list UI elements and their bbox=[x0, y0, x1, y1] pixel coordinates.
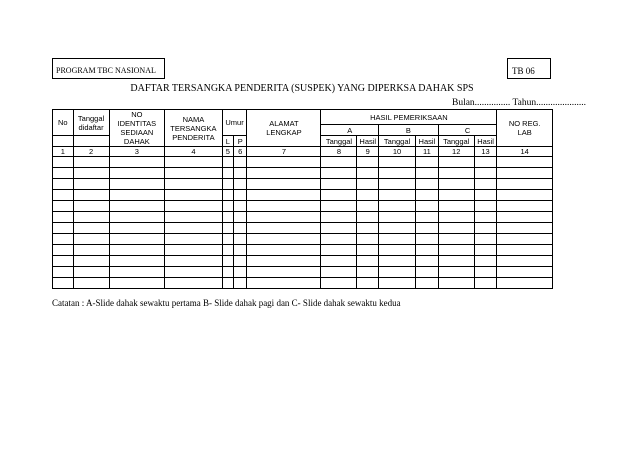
table-cell bbox=[73, 201, 109, 212]
table-cell bbox=[438, 223, 474, 234]
table-row bbox=[53, 223, 553, 234]
table-cell bbox=[222, 256, 233, 267]
table-cell bbox=[234, 157, 247, 168]
table-header bbox=[53, 110, 553, 157]
column-number: 1 bbox=[53, 147, 74, 157]
header-no-reg-lab: NO REG. LAB bbox=[497, 110, 553, 147]
table-row bbox=[53, 168, 553, 179]
table-cell bbox=[357, 278, 379, 289]
table-row bbox=[53, 179, 553, 190]
table-cell bbox=[165, 201, 223, 212]
table-cell bbox=[321, 190, 357, 201]
table-cell bbox=[247, 278, 321, 289]
table-cell bbox=[379, 234, 416, 245]
column-number: 5 bbox=[222, 147, 233, 157]
table-cell bbox=[416, 201, 439, 212]
table-cell bbox=[234, 201, 247, 212]
table-cell bbox=[247, 267, 321, 278]
table-cell bbox=[234, 223, 247, 234]
column-number: 10 bbox=[379, 147, 416, 157]
table-cell bbox=[379, 212, 416, 223]
table-cell bbox=[379, 190, 416, 201]
column-number: 4 bbox=[165, 147, 223, 157]
table-cell bbox=[165, 223, 223, 234]
header-umur: Umur bbox=[222, 110, 247, 136]
header-hasil-b: Hasil bbox=[416, 136, 439, 147]
table-cell bbox=[222, 267, 233, 278]
table-cell bbox=[379, 278, 416, 289]
table-cell bbox=[222, 234, 233, 245]
table-cell bbox=[438, 234, 474, 245]
table-cell bbox=[474, 157, 497, 168]
table-cell bbox=[53, 245, 74, 256]
table-cell bbox=[234, 267, 247, 278]
table-cell bbox=[416, 267, 439, 278]
column-number: 12 bbox=[438, 147, 474, 157]
table-cell bbox=[357, 179, 379, 190]
table-cell bbox=[53, 234, 74, 245]
form-title: DAFTAR TERSANGKA PENDERITA (SUSPEK) YANG DIPERKSA DAHAK SPS bbox=[130, 83, 474, 94]
table-row bbox=[53, 278, 553, 289]
table-cell bbox=[109, 201, 165, 212]
table-cell bbox=[222, 278, 233, 289]
table-cell bbox=[497, 223, 553, 234]
table-cell bbox=[438, 256, 474, 267]
table-cell bbox=[247, 234, 321, 245]
table-cell bbox=[73, 168, 109, 179]
table-cell bbox=[357, 256, 379, 267]
table-cell bbox=[222, 223, 233, 234]
table-cell bbox=[438, 168, 474, 179]
table-cell bbox=[357, 201, 379, 212]
table-cell bbox=[222, 179, 233, 190]
table-cell bbox=[321, 157, 357, 168]
header-no-identitas: NO IDENTITAS SEDIAAN DAHAK bbox=[109, 110, 165, 147]
table-cell bbox=[73, 256, 109, 267]
table-row bbox=[53, 201, 553, 212]
header-tanggal-b: Tanggal bbox=[379, 136, 416, 147]
table-cell bbox=[53, 168, 74, 179]
table-cell bbox=[222, 212, 233, 223]
table-cell bbox=[321, 278, 357, 289]
table-cell bbox=[247, 212, 321, 223]
column-number: 6 bbox=[234, 147, 247, 157]
table-cell bbox=[474, 234, 497, 245]
table-cell bbox=[247, 245, 321, 256]
table-cell bbox=[53, 201, 74, 212]
header-p: P bbox=[234, 136, 247, 147]
table-cell bbox=[416, 245, 439, 256]
table-cell bbox=[53, 157, 74, 168]
table-cell bbox=[416, 223, 439, 234]
table-cell bbox=[165, 168, 223, 179]
table-cell bbox=[321, 234, 357, 245]
table-row bbox=[53, 157, 553, 168]
table-cell bbox=[357, 267, 379, 278]
table-cell bbox=[416, 179, 439, 190]
table-cell bbox=[165, 256, 223, 267]
table-cell bbox=[73, 267, 109, 278]
table-cell bbox=[474, 278, 497, 289]
table-cell bbox=[416, 212, 439, 223]
header-alamat: ALAMAT LENGKAP bbox=[247, 110, 321, 147]
table-cell bbox=[357, 157, 379, 168]
table-cell bbox=[474, 223, 497, 234]
table-cell bbox=[321, 267, 357, 278]
table-cell bbox=[109, 278, 165, 289]
table-cell bbox=[234, 190, 247, 201]
table-cell bbox=[53, 278, 74, 289]
table-row bbox=[53, 267, 553, 278]
table-cell bbox=[379, 157, 416, 168]
table-cell bbox=[247, 157, 321, 168]
table-cell bbox=[438, 278, 474, 289]
table-cell bbox=[379, 267, 416, 278]
header-no-blank bbox=[53, 136, 74, 147]
table-cell bbox=[109, 267, 165, 278]
table-cell bbox=[379, 223, 416, 234]
table-cell bbox=[379, 179, 416, 190]
column-number: 14 bbox=[497, 147, 553, 157]
table-cell bbox=[474, 179, 497, 190]
table-cell bbox=[416, 256, 439, 267]
table-cell bbox=[416, 168, 439, 179]
table-cell bbox=[321, 223, 357, 234]
table-cell bbox=[165, 212, 223, 223]
table-cell bbox=[234, 212, 247, 223]
table-cell bbox=[497, 212, 553, 223]
table-row bbox=[53, 256, 553, 267]
table-cell bbox=[357, 234, 379, 245]
table-cell bbox=[247, 256, 321, 267]
table-cell bbox=[109, 234, 165, 245]
table-cell bbox=[497, 267, 553, 278]
table-cell bbox=[497, 190, 553, 201]
table-cell bbox=[222, 157, 233, 168]
table-cell bbox=[109, 212, 165, 223]
table-cell bbox=[53, 212, 74, 223]
table-cell bbox=[109, 256, 165, 267]
table-cell bbox=[222, 245, 233, 256]
form-code: TB 06 bbox=[507, 58, 551, 79]
header-slide-b: B bbox=[379, 125, 439, 136]
table-cell bbox=[73, 190, 109, 201]
table-cell bbox=[321, 256, 357, 267]
table-cell bbox=[497, 256, 553, 267]
table-cell bbox=[379, 256, 416, 267]
table-cell bbox=[73, 245, 109, 256]
period-line: Bulan............... Tahun..................... bbox=[451, 98, 586, 108]
table-cell bbox=[247, 223, 321, 234]
table-cell bbox=[109, 157, 165, 168]
program-label: PROGRAM TBC NASIONAL bbox=[52, 58, 165, 79]
table-cell bbox=[474, 256, 497, 267]
table-cell bbox=[416, 157, 439, 168]
table-cell bbox=[73, 234, 109, 245]
table-cell bbox=[234, 234, 247, 245]
table-cell bbox=[247, 190, 321, 201]
table-row bbox=[53, 190, 553, 201]
table-cell bbox=[438, 201, 474, 212]
table-cell bbox=[416, 190, 439, 201]
suspect-register-table bbox=[52, 109, 553, 289]
column-number: 8 bbox=[321, 147, 357, 157]
table-cell bbox=[53, 256, 74, 267]
header-nama: NAMA TERSANGKA PENDERITA bbox=[165, 110, 223, 147]
table-row bbox=[53, 212, 553, 223]
table-cell bbox=[497, 234, 553, 245]
table-cell bbox=[222, 190, 233, 201]
table-cell bbox=[247, 179, 321, 190]
table-cell bbox=[497, 168, 553, 179]
table-cell bbox=[165, 278, 223, 289]
table-cell bbox=[497, 278, 553, 289]
table-row bbox=[53, 234, 553, 245]
column-number: 13 bbox=[474, 147, 497, 157]
table-cell bbox=[53, 223, 74, 234]
header-no: No bbox=[53, 110, 74, 136]
table-cell bbox=[438, 179, 474, 190]
table-cell bbox=[73, 223, 109, 234]
table-cell bbox=[474, 168, 497, 179]
table-cell bbox=[357, 190, 379, 201]
table-cell bbox=[497, 201, 553, 212]
header-tanggal-a: Tanggal bbox=[321, 136, 357, 147]
header-hasil-a: Hasil bbox=[357, 136, 379, 147]
table-body bbox=[53, 157, 553, 289]
table-cell bbox=[379, 168, 416, 179]
table-cell bbox=[73, 212, 109, 223]
header-hasil-c: Hasil bbox=[474, 136, 497, 147]
table-cell bbox=[438, 245, 474, 256]
table-cell bbox=[321, 212, 357, 223]
table-cell bbox=[416, 234, 439, 245]
column-number: 7 bbox=[247, 147, 321, 157]
table-cell bbox=[497, 179, 553, 190]
table-cell bbox=[357, 212, 379, 223]
table-cell bbox=[438, 157, 474, 168]
column-number: 2 bbox=[73, 147, 109, 157]
table-cell bbox=[109, 245, 165, 256]
table-cell bbox=[73, 278, 109, 289]
table-cell bbox=[73, 179, 109, 190]
table-cell bbox=[416, 278, 439, 289]
table-cell bbox=[165, 157, 223, 168]
table-cell bbox=[321, 245, 357, 256]
table-cell bbox=[222, 168, 233, 179]
table-cell bbox=[234, 179, 247, 190]
table-cell bbox=[321, 179, 357, 190]
table-cell bbox=[474, 201, 497, 212]
table-cell bbox=[357, 223, 379, 234]
table-cell bbox=[474, 267, 497, 278]
table-cell bbox=[379, 201, 416, 212]
table-cell bbox=[474, 212, 497, 223]
table-cell bbox=[474, 245, 497, 256]
table-cell bbox=[234, 245, 247, 256]
table-cell bbox=[53, 190, 74, 201]
table-cell bbox=[234, 168, 247, 179]
table-cell bbox=[357, 245, 379, 256]
table-cell bbox=[165, 179, 223, 190]
header-slide-a: A bbox=[321, 125, 379, 136]
header-hasil-pemeriksaan: HASIL PEMERIKSAAN bbox=[321, 110, 497, 125]
table-cell bbox=[109, 168, 165, 179]
table-cell bbox=[357, 168, 379, 179]
table-cell bbox=[474, 190, 497, 201]
table-cell bbox=[165, 245, 223, 256]
table-cell bbox=[438, 212, 474, 223]
column-number: 3 bbox=[109, 147, 165, 157]
table-cell bbox=[53, 179, 74, 190]
column-number-row bbox=[53, 147, 553, 157]
table-cell bbox=[247, 168, 321, 179]
header-tanggal-c: Tanggal bbox=[438, 136, 474, 147]
table-cell bbox=[109, 223, 165, 234]
table-cell bbox=[109, 179, 165, 190]
header-slide-c: C bbox=[438, 125, 497, 136]
table-cell bbox=[497, 157, 553, 168]
table-cell bbox=[165, 234, 223, 245]
header-tanggal-didaftar: Tanggal didaftar bbox=[73, 110, 109, 136]
table-cell bbox=[234, 256, 247, 267]
table-cell bbox=[379, 245, 416, 256]
table-cell bbox=[109, 190, 165, 201]
table-cell bbox=[234, 278, 247, 289]
table-row bbox=[53, 245, 553, 256]
footnote: Catatan : A-Slide dahak sewaktu pertama B- Slide dahak pagi dan C- Slide dahak sewaktu kedua bbox=[52, 298, 401, 308]
table-cell bbox=[53, 267, 74, 278]
column-number: 11 bbox=[416, 147, 439, 157]
table-cell bbox=[73, 157, 109, 168]
column-number: 9 bbox=[357, 147, 379, 157]
table-cell bbox=[438, 267, 474, 278]
table-cell bbox=[321, 201, 357, 212]
header-l: L bbox=[222, 136, 233, 147]
table-cell bbox=[497, 245, 553, 256]
table-cell bbox=[321, 168, 357, 179]
table-cell bbox=[222, 201, 233, 212]
header-tanggal-blank bbox=[73, 136, 109, 147]
table-cell bbox=[247, 201, 321, 212]
table-cell bbox=[165, 190, 223, 201]
table-cell bbox=[165, 267, 223, 278]
table-cell bbox=[438, 190, 474, 201]
